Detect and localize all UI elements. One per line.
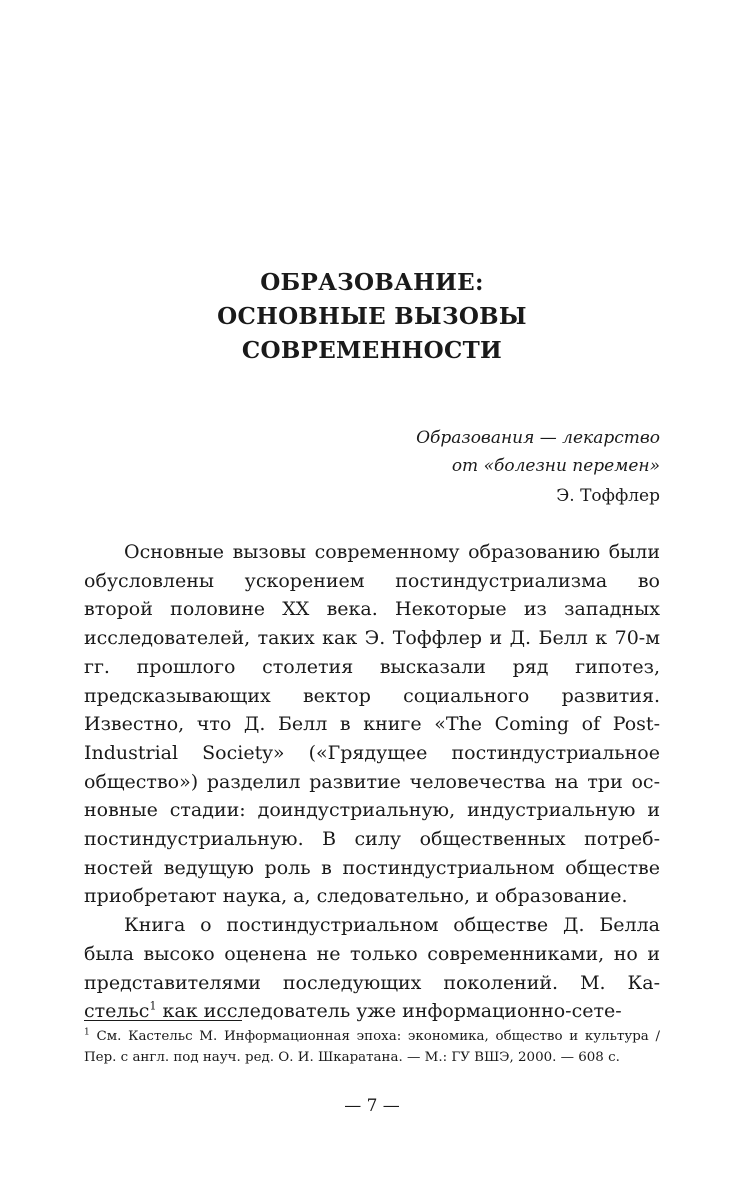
epigraph	[416, 424, 660, 510]
footnote	[84, 1026, 660, 1068]
chapter-title-line-2: ОСНОВНЫЕ ВЫЗОВЫ	[217, 303, 527, 330]
footnote-mark: 1	[84, 1027, 90, 1038]
paragraph-2-text-end: как исследователь уже информационно-сете-	[156, 1000, 622, 1023]
paragraph-2	[84, 911, 660, 1026]
footnote-divider	[84, 1020, 242, 1021]
footnote-text: См. Кастельс М. Информационная эпоха: экономика, общество и культура / Пер. с англ. под науч. ред. О. И. Шкаратана. — М.: ГУ ВШЭ, 2000. — 608 с.	[84, 1029, 660, 1065]
epigraph-line-1: Образования — лекарство	[416, 428, 660, 448]
page-number: — 7 —	[344, 1096, 400, 1116]
paragraph-1: Основные вызовы современному образованию были обусловлены ускорением постиндустриализма во второй половине XX века. Некоторые из западных исследователей, таких как Э. Тоффлер и Д. Белл к 70-м гг. прошлого столетия высказали ряд гипотез, предсказывающих вектор социального развития. Известно, что Д. Белл в книге «The Coming of Post-Industrial Society» («Грядущее постиндустриальное общество») разделил развитие человечества на три основные стадии: доиндустриальную, индустриальную и постиндустриальную. В силу общественных потребностей ведущую роль в постиндустриальном обществе приобретают наука, а, следовательно, и образование.	[84, 541, 660, 908]
epigraph-line-2: от «болезни перемен»	[451, 456, 660, 476]
paragraph-2-text-start: Книга о постиндустриальном обществе Д. Белла была высоко оценена не только современниками, но и представителями последующих поколений. М. Кастельс	[84, 914, 660, 1023]
chapter-title-line-3: СОВРЕМЕННОСТИ	[241, 337, 503, 364]
epigraph-author: Э. Тоффлер	[556, 486, 660, 506]
footnote-reference: 1	[149, 999, 157, 1013]
body-text	[84, 538, 660, 1026]
chapter-title-line-1: ОБРАЗОВАНИЕ:	[260, 269, 484, 296]
chapter-title	[84, 266, 660, 368]
